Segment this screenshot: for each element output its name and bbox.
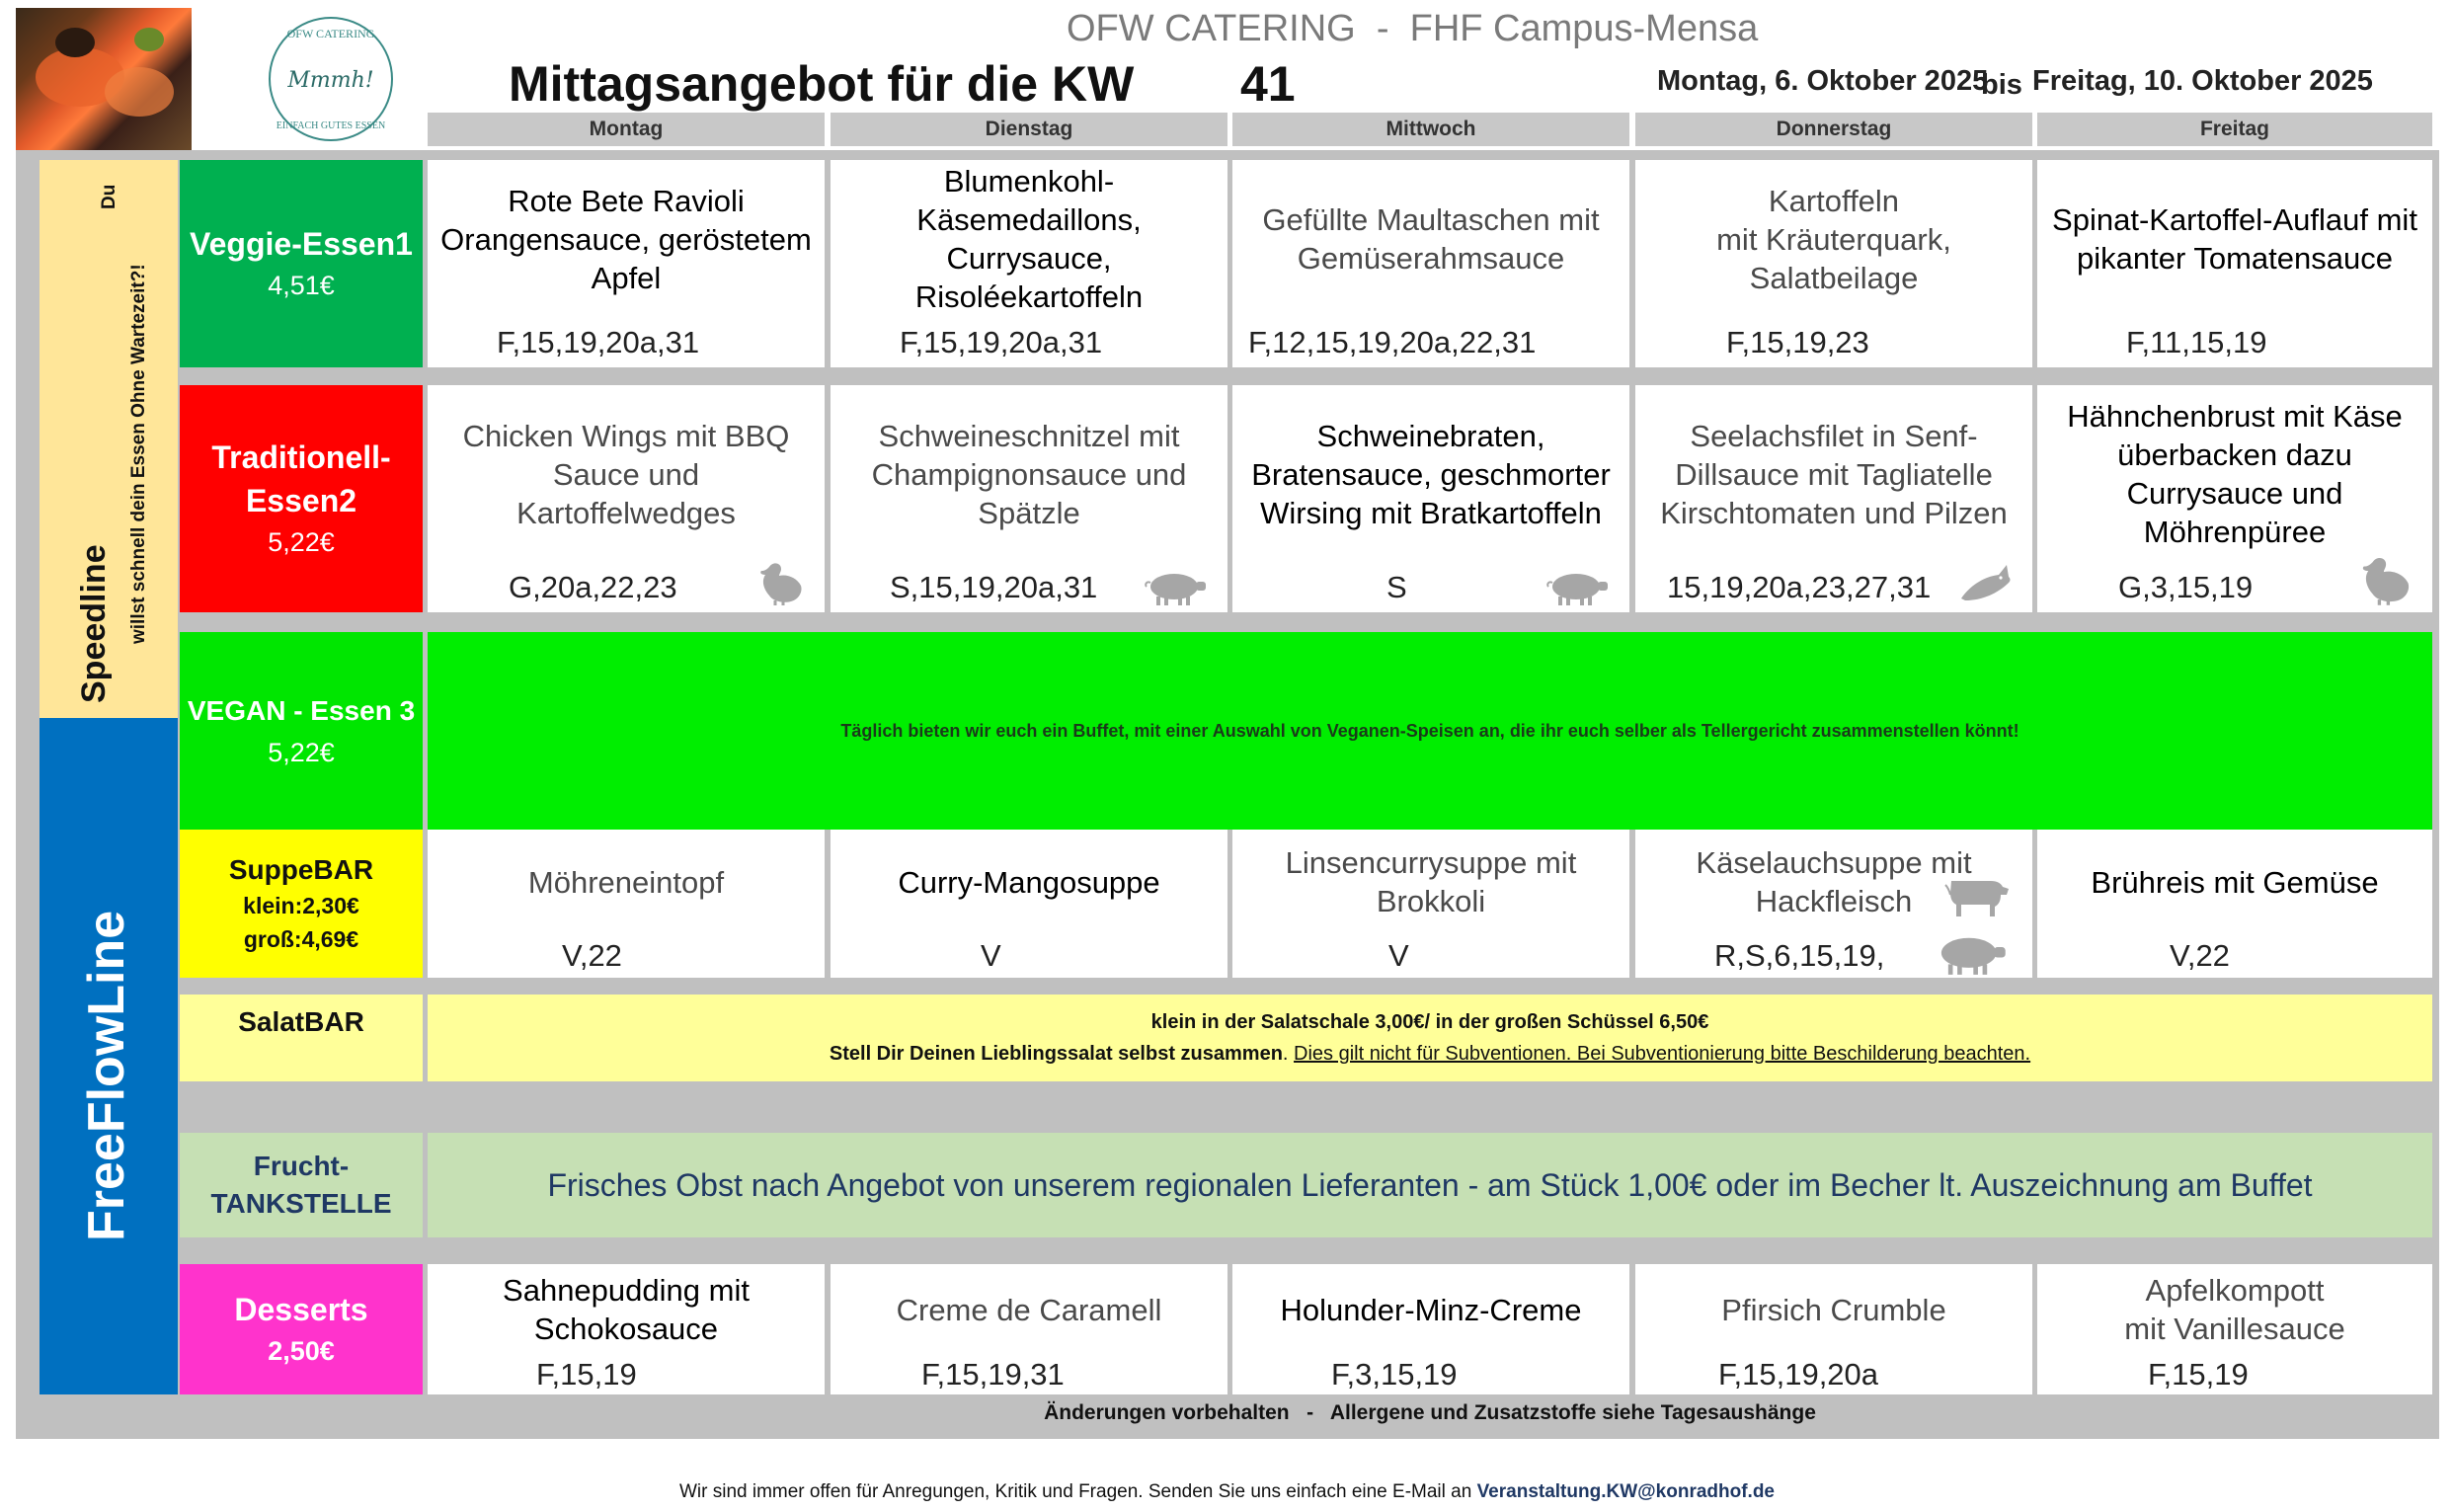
category-veggie-price: 4,51€ xyxy=(268,271,335,300)
category-salat xyxy=(180,995,423,1081)
dish-text: Seelachsfilet in Senf- Dillsauce mit Tagliatelle Kirschtomaten und Pilzen xyxy=(1660,418,2008,530)
veggie-freitag xyxy=(2037,160,2432,367)
dish-text: Rote Bete Ravioli Orangensauce, geröstetem Apfel xyxy=(440,183,812,295)
dish-text: Gefüllte Maultaschen mit Gemüserahmsauce xyxy=(1262,202,1600,276)
allergens: F,15,19,31 xyxy=(921,1357,1065,1392)
trad-montag xyxy=(428,385,825,612)
dish-text: Brühreis mit Gemüse xyxy=(2091,864,2379,900)
allergens: F,15,19,23 xyxy=(1726,325,1869,359)
day-header-mittwoch: Mittwoch xyxy=(1232,113,1629,146)
frucht-banner xyxy=(428,1133,2432,1237)
category-suppe-name: SuppeBAR xyxy=(228,854,374,885)
dessert-dienstag xyxy=(831,1264,1227,1394)
allergens: V,22 xyxy=(2170,938,2230,973)
dish-text: Möhreneintopf xyxy=(527,864,725,900)
category-trad-price: 5,22€ xyxy=(268,527,335,557)
category-traditionell xyxy=(180,385,423,612)
food-photo xyxy=(16,8,192,150)
category-veggie-name: Veggie-Essen1 xyxy=(190,226,413,262)
salat-separator: . xyxy=(1282,1043,1295,1065)
frucht-text: Frisches Obst nach Angebot von unserem regionalen Lieferanten - am Stück 1,00€ oder im Becher lt. Auszeichnung am Buffet xyxy=(547,1166,2313,1203)
allergens: 15,19,20a,23,27,31 xyxy=(1667,570,1932,604)
suppe-montag xyxy=(428,830,825,978)
vegan-buffet-banner xyxy=(428,632,2432,830)
page-title: Mittagsangebot für die KW xyxy=(509,56,1135,112)
dessert-donnerstag xyxy=(1635,1264,2032,1394)
allergens: F,3,15,19 xyxy=(1331,1357,1458,1392)
dish-text: Spinat-Kartoffel-Auflauf mit pikanter Tomatensauce xyxy=(2052,202,2417,276)
allergens: F,15,19,20a,31 xyxy=(900,325,1103,359)
dish-text: Curry-Mangosuppe xyxy=(898,864,1160,900)
category-suppe-large: groß:4,69€ xyxy=(243,926,359,952)
trad-freitag xyxy=(2037,385,2432,612)
date-to: Freitag, 10. Oktober 2025 xyxy=(2032,65,2373,97)
speedline-panel xyxy=(40,160,178,718)
day-header-montag: Montag xyxy=(428,113,825,146)
contact-email-link[interactable]: Veranstaltung.KW@konradhof.de xyxy=(1476,1481,1776,1502)
pig-icon xyxy=(1145,569,1208,606)
allergens: F,15,19,20a,31 xyxy=(497,325,700,359)
dish-text: Kartoffeln mit Kräuterquark, Salatbeilage xyxy=(1716,183,1951,295)
category-salat-name: SalatBAR xyxy=(238,1006,364,1037)
category-frucht xyxy=(180,1133,423,1237)
logo-bottom-text: EINFACH GUTES ESSEN xyxy=(276,120,386,131)
allergens: F,15,19 xyxy=(536,1357,637,1392)
category-veggie xyxy=(180,160,423,367)
allergens: F,12,15,19,20a,22,31 xyxy=(1248,325,1537,359)
category-dessert-price: 2,50€ xyxy=(268,1336,335,1366)
dish-text: Linsencurrysuppe mit Brokkoli xyxy=(1285,845,1577,918)
category-trad-name: Traditionell- Essen2 xyxy=(211,439,391,518)
dish-text: Sahnepudding mit Schokosauce xyxy=(503,1273,750,1346)
ofw-logo xyxy=(237,6,425,152)
freeflow-label: FreeFlowLine xyxy=(78,910,135,1241)
veggie-dienstag xyxy=(831,160,1227,367)
trad-dienstag xyxy=(831,385,1227,612)
allergens: F,15,19,20a xyxy=(1718,1357,1879,1392)
footer-note: Änderungen vorbehalten - Allergene und Zusatzstoffe siehe Tagesaushänge xyxy=(1044,1401,1816,1424)
allergens: S,15,19,20a,31 xyxy=(890,570,1098,604)
suppe-dienstag xyxy=(831,830,1227,978)
suppe-donnerstag xyxy=(1635,830,2032,978)
allergens: V xyxy=(1388,938,1409,973)
allergens: G,20a,22,23 xyxy=(509,570,677,604)
trad-donnerstag xyxy=(1635,385,2032,612)
dessert-montag xyxy=(428,1264,825,1394)
date-bis: bis xyxy=(1981,69,2022,101)
trad-mittwoch xyxy=(1232,385,1629,612)
allergens: V xyxy=(981,938,1001,973)
pig-icon xyxy=(1546,569,1610,606)
salat-selfservice: Stell Dir Deinen Lieblingssalat selbst zusammen xyxy=(829,1043,1283,1065)
veggie-donnerstag xyxy=(1635,160,2032,367)
allergens: G,3,15,19 xyxy=(2118,570,2254,604)
category-suppe xyxy=(180,830,423,978)
allergens: S xyxy=(1386,570,1407,604)
logo-top-text: OFW CATERING xyxy=(286,27,375,40)
suppe-freitag xyxy=(2037,830,2432,978)
dessert-mittwoch xyxy=(1232,1264,1629,1394)
allergens: V,22 xyxy=(562,938,622,973)
freeflow-panel xyxy=(40,718,178,1394)
cow-icon xyxy=(1941,871,2011,916)
veggie-montag xyxy=(428,160,825,367)
day-header-freitag: Freitag xyxy=(2037,113,2432,146)
pig-icon xyxy=(1932,932,2011,976)
category-frucht-name: Frucht- TANKSTELLE xyxy=(210,1151,392,1219)
dish-text: Schweinebraten, Bratensauce, geschmorter Wirsing mit Bratkartoffeln xyxy=(1251,418,1611,530)
dish-text: Holunder-Minz-Creme xyxy=(1280,1292,1582,1327)
fish-icon xyxy=(1957,561,2013,606)
category-vegan xyxy=(180,632,423,830)
veggie-mittwoch xyxy=(1232,160,1629,367)
dish-text: Blumenkohl- Käsemedaillons, Currysauce, Risoléekartoffeln xyxy=(914,164,1144,314)
dish-text: Chicken Wings mit BBQ Sauce und Kartoffelwedges xyxy=(462,418,790,530)
logo-script-text: Mmmh! xyxy=(287,68,374,93)
day-header-dienstag: Dienstag xyxy=(831,113,1227,146)
contact-line xyxy=(0,1481,2454,1503)
salat-info-line xyxy=(830,1038,2030,1070)
vegan-buffet-text: Täglich bieten wir euch ein Buffet, mit einer Auswahl von Veganen-Speisen an, die ihr euch selber als Tellergericht zusammenstellen könnt! xyxy=(840,720,2019,741)
dish-text: Hähnchenbrust mit Käse überbacken dazu Currysauce und Möhrenpüree xyxy=(2067,399,2403,549)
dessert-freitag xyxy=(2037,1264,2432,1394)
brand-title: OFW CATERING - FHF Campus-Mensa xyxy=(1067,8,1759,49)
dish-text: Pfirsich Crumble xyxy=(1721,1292,1946,1327)
suppe-mittwoch xyxy=(1232,830,1629,978)
category-vegan-name: VEGAN - Essen 3 xyxy=(187,695,416,726)
dish-text: Schweineschnitzel mit Champignonsauce und Spätzle xyxy=(871,418,1187,530)
chicken-icon xyxy=(2357,553,2413,606)
category-vegan-price: 5,22€ xyxy=(268,738,335,767)
category-dessert-name: Desserts xyxy=(234,1292,368,1327)
allergens: F,11,15,19 xyxy=(2126,325,2267,359)
salat-banner xyxy=(428,995,2432,1081)
allergens: F,15,19 xyxy=(2148,1357,2249,1392)
category-desserts xyxy=(180,1264,423,1394)
salat-price-line: klein in der Salatschale 3,00€/ in der großen Schüssel 6,50€ xyxy=(1150,1011,1709,1033)
contact-text: Wir sind immer offen für Anregungen, Kritik und Fragen. Senden Sie uns einfach eine E-Mail an xyxy=(678,1481,1477,1502)
speedline-subtitle: willst schnell dein Essen Ohne Wartezeit?! xyxy=(128,264,149,644)
allergens: R,S,6,15,19, xyxy=(1714,938,1885,973)
category-suppe-small: klein:2,30€ xyxy=(243,893,359,918)
kw-number: 41 xyxy=(1240,56,1296,112)
dish-text: Apfelkompott mit Vanillesauce xyxy=(2124,1273,2345,1346)
chicken-icon xyxy=(755,559,805,606)
day-header-donnerstag: Donnerstag xyxy=(1635,113,2032,146)
dish-text: Käselauchsuppe mit Hackfleisch xyxy=(1696,845,1972,918)
speedline-du: Du xyxy=(99,184,119,209)
dish-text: Creme de Caramell xyxy=(896,1292,1162,1327)
salat-subvention-note: Dies gilt nicht für Subventionen. Bei Subventionierung bitte Beschilderung beachten. xyxy=(1294,1043,2031,1065)
speedline-label: Speedline xyxy=(75,544,113,703)
date-from: Montag, 6. Oktober 2025 xyxy=(1657,65,1989,97)
